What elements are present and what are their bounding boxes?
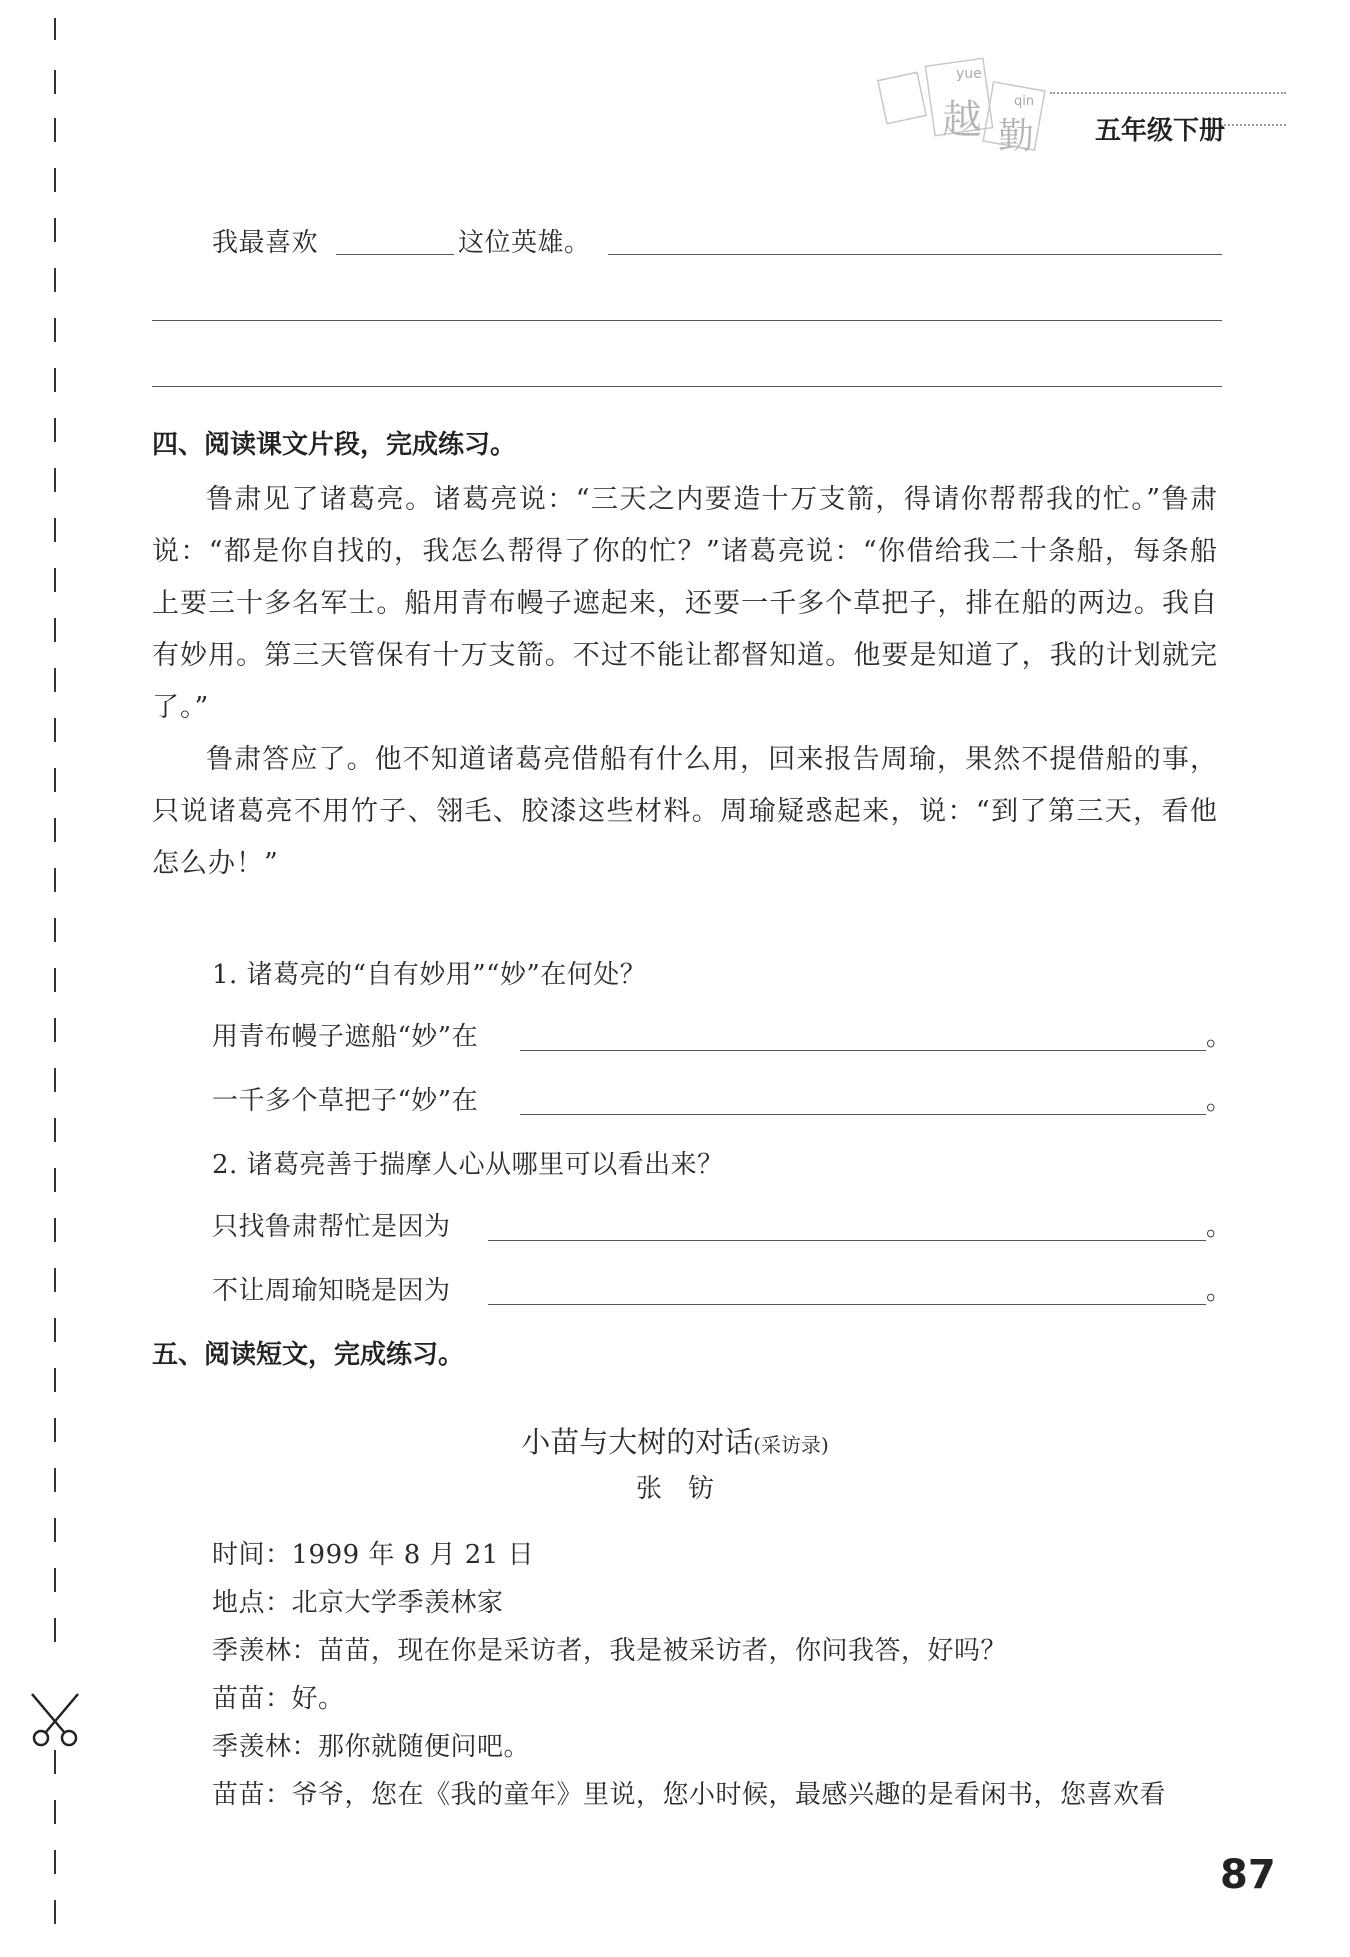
article-title-row [0, 1420, 1350, 1461]
interview-time: 时间：1999 年 8 月 21 日 [212, 1540, 535, 1570]
q2b-period: 。 [1206, 1276, 1233, 1306]
q2a-answer-blank[interactable] [488, 1240, 1206, 1241]
hero-name-blank[interactable] [336, 254, 454, 255]
hero-prefix: 我最喜欢 [212, 228, 319, 258]
article-note: (采访录) [753, 1433, 829, 1457]
q1b-prompt: 一千多个草把子“妙”在 [212, 1086, 479, 1116]
q1b-answer-blank[interactable] [520, 1114, 1206, 1115]
header-dotted-rule-lower [1220, 124, 1286, 126]
hero-reason-blank-2[interactable] [152, 320, 1222, 321]
passage-paragraph-2: 鲁肃答应了。他不知道诸葛亮借船有什么用，回来报告周瑜，果然不提借船的事，只说诸葛亮不用竹子、翎毛、胶漆这些材料。周瑜疑惑起来，说：“到了第三天，看他怎么办！” [152, 744, 1218, 879]
interview-place: 地点：北京大学季羡林家 [212, 1588, 504, 1618]
passage-paragraph-1: 鲁肃见了诸葛亮。诸葛亮说：“三天之内要造十万支箭，得请你帮帮我的忙。”鲁肃说：“都是你自找的，我怎么帮得了你的忙？”诸葛亮说：“你借给我二十条船，每条船上要三十多名军士。船用青布幔子遮起来，还要一千多个草把子，排在船的两边。我自有妙用。第三天管保有十万支箭。不过不能让都督知道。他要是知道了，我的计划就完了。” [152, 484, 1218, 723]
dialogue-line-3: 季羡林：那你就随便问吧。 [212, 1732, 531, 1762]
article-title: 小苗与大树的对话 [521, 1425, 754, 1459]
section4-title: 四、阅读课文片段，完成练习。 [152, 430, 517, 460]
section5-title: 五、阅读短文，完成练习。 [152, 1340, 465, 1370]
grade-label: 五年级下册 [1095, 116, 1226, 146]
logo-char-yue: 越 [942, 97, 982, 143]
dialogue-line-4: 苗苗：爷爷，您在《我的童年》里说，您小时候，最感兴趣的是看闲书，您喜欢看 [212, 1780, 1167, 1810]
q2b-answer-blank[interactable] [488, 1304, 1206, 1305]
q2a-prompt: 只找鲁肃帮忙是因为 [212, 1212, 451, 1242]
question-1: 1. 诸葛亮的“自有妙用”“妙”在何处？ [212, 960, 647, 990]
scissors-icon [26, 1690, 84, 1748]
q1a-prompt: 用青布幔子遮船“妙”在 [212, 1022, 479, 1052]
q1a-answer-blank[interactable] [520, 1050, 1206, 1051]
q1b-period: 。 [1206, 1086, 1233, 1116]
hero-suffix: 这位英雄。 [458, 228, 591, 258]
header-dotted-rule [1050, 92, 1286, 94]
article-author: 张 钫 [635, 1474, 714, 1504]
logo-char-qin: 勤 [998, 116, 1035, 157]
dialogue-line-2: 苗苗：好。 [212, 1684, 345, 1714]
q1a-period: 。 [1206, 1022, 1233, 1052]
q2a-period: 。 [1206, 1212, 1233, 1242]
logo-pinyin-yue: yue [956, 66, 982, 82]
page-number: 87 [1220, 1852, 1276, 1898]
q2b-prompt: 不让周瑜知晓是因为 [212, 1276, 451, 1306]
logo-pinyin-qin: qin [1014, 94, 1035, 109]
question-2: 2. 诸葛亮善于揣摩人心从哪里可以看出来？ [212, 1150, 724, 1180]
section4-passage [152, 474, 1218, 890]
hero-reason-blank-1[interactable] [608, 254, 1222, 255]
hero-reason-blank-3[interactable] [152, 386, 1222, 387]
dialogue-line-1: 季羡林：苗苗，现在你是采访者，我是被采访者，你问我答，好吗？ [212, 1636, 1008, 1666]
header-logo [860, 52, 1060, 162]
